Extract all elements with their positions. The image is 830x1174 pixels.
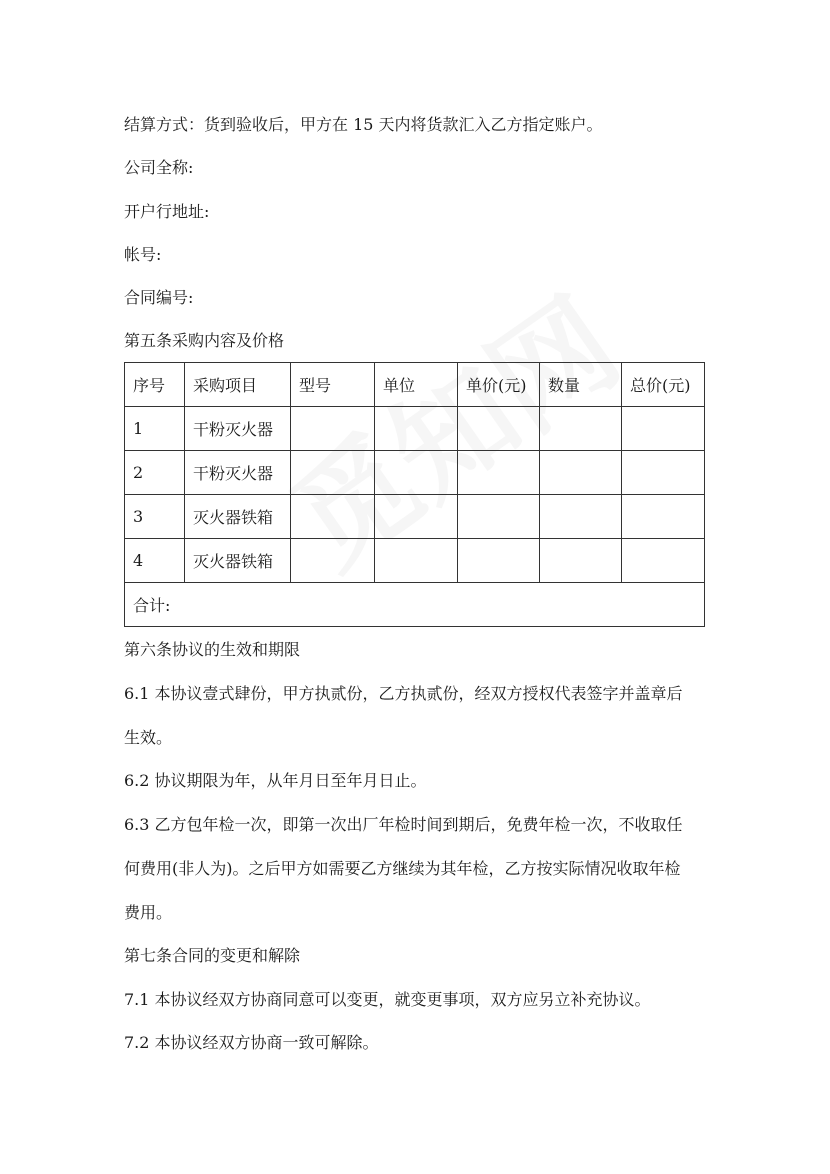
- table-cell: 干粉灭火器: [185, 451, 291, 495]
- clause-7-2: 7.2 本协议经双方协商一致可解除。: [124, 1033, 379, 1052]
- table-row: [125, 451, 705, 495]
- clause-6-1-line1: 6.1 本协议壹式肆份，甲方执贰份，乙方执贰份，经双方授权代表签字并盖章后: [124, 684, 683, 703]
- total-cell: 合计:: [125, 583, 705, 627]
- header-cell: 型号: [291, 363, 375, 407]
- table-cell: [540, 495, 622, 539]
- company-name-line: 公司全称:: [124, 158, 194, 177]
- table-cell: [291, 407, 375, 451]
- header-cell: 单价(元): [458, 363, 540, 407]
- table-cell: 1: [125, 407, 185, 451]
- table-cell: [540, 407, 622, 451]
- table-cell: [622, 407, 705, 451]
- table-cell: 灭火器铁箱: [185, 495, 291, 539]
- table-cell: [622, 495, 705, 539]
- header-cell: 数量: [540, 363, 622, 407]
- table-cell: 2: [125, 451, 185, 495]
- account-line: 帐号:: [124, 245, 162, 264]
- table-row: [125, 495, 705, 539]
- table-row: [125, 407, 705, 451]
- article6-title: 第六条协议的生效和期限: [124, 640, 301, 659]
- article5-title: 第五条采购内容及价格: [124, 331, 285, 350]
- table-cell: [622, 539, 705, 583]
- settlement-line: 结算方式：货到验收后，甲方在 15 天内将货款汇入乙方指定账户。: [124, 115, 603, 134]
- header-cell: 单位: [375, 363, 458, 407]
- table-cell: [458, 407, 540, 451]
- table-cell: [375, 495, 458, 539]
- table-cell: [375, 407, 458, 451]
- table-cell: 干粉灭火器: [185, 407, 291, 451]
- table-cell: [622, 451, 705, 495]
- header-cell: 总价(元): [622, 363, 705, 407]
- table-header-row: [125, 363, 705, 407]
- clause-6-3-line2: 何费用(非人为)。之后甲方如需要乙方继续为其年检，乙方按实际情况收取年检: [124, 859, 681, 878]
- table-cell: [375, 451, 458, 495]
- table-cell: 灭火器铁箱: [185, 539, 291, 583]
- clause-6-1-line2: 生效。: [124, 728, 173, 747]
- clause-6-3-line3: 费用。: [124, 903, 173, 922]
- table-total-row: [125, 583, 705, 627]
- table-cell: [375, 539, 458, 583]
- table-cell: [458, 451, 540, 495]
- table-cell: [291, 539, 375, 583]
- contract-number-line: 合同编号:: [124, 288, 194, 307]
- clause-7-1: 7.1 本协议经双方协商同意可以变更，就变更事项，双方应另立补充协议。: [124, 990, 651, 1009]
- table-cell: 4: [125, 539, 185, 583]
- table-row: [125, 539, 705, 583]
- table-cell: 3: [125, 495, 185, 539]
- table-cell: [291, 451, 375, 495]
- clause-6-3-line1: 6.3 乙方包年检一次，即第一次出厂年检时间到期后，免费年检一次，不收取任: [124, 815, 683, 834]
- table-cell: [540, 539, 622, 583]
- table-cell: [540, 451, 622, 495]
- procurement-table: [124, 362, 705, 627]
- table-cell: [291, 495, 375, 539]
- clause-6-2: 6.2 协议期限为年，从年月日至年月日止。: [124, 771, 427, 790]
- header-cell: 采购项目: [185, 363, 291, 407]
- table-cell: [458, 495, 540, 539]
- article7-title: 第七条合同的变更和解除: [124, 946, 301, 965]
- table-cell: [458, 539, 540, 583]
- header-cell: 序号: [125, 363, 185, 407]
- bank-address-line: 开户行地址:: [124, 202, 210, 221]
